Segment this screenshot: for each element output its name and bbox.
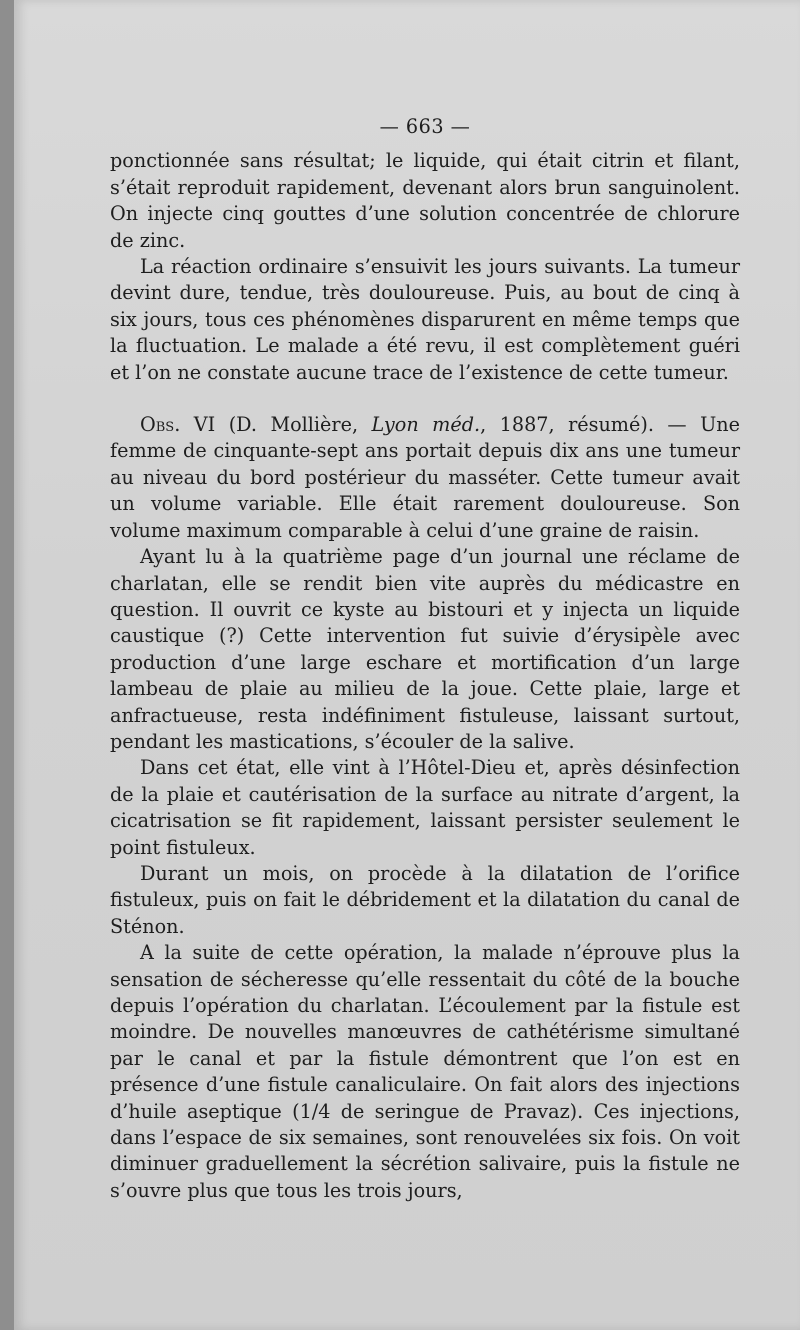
paragraph: A la suite de cette opération, la malade n’éprouve plus la sensation de sécheresse qu’elle ressentait du côté de la bouche depuis l’opération du charlatan. L’écoulement par la fistule est moindre. De nouvelles manœuvres de cathétérisme simultané par le canal et par la fistule démontrent que l’on est en présence d’une fistule canaliculaire. On fait alors des injections d’huile aseptique (1/4 de seringue de Pravaz). Ces injections, dans l’espace de six semaines, sont renouvelées six fois. On voit diminuer graduellement la sécrétion salivaire, puis la fistule ne s’ouvre plus que tous les trois jours,: [110, 941, 740, 1202]
observation-label: Obs. VI: [140, 413, 216, 437]
observation-journal: Lyon méd.: [371, 413, 481, 437]
observation-citation-tail: , 1887, résumé).: [480, 413, 654, 437]
scanned-page: [14, 0, 800, 1330]
paragraph: ponctionnée sans résultat; le liquide, qui était citrin et filant, s’était reproduit rapidement, devenant alors brun sanguinolent. On injecte cinq gouttes d’une solution concentrée de chlorure de zinc.: [110, 149, 740, 252]
paragraph: La réaction ordinaire s’ensuivit les jours suivants. La tumeur devint dure, tendue, très douloureuse. Puis, au bout de cinq à six jours, tous ces phénomènes disparurent en même temps que la fluctuation. Le malade a été revu, il est complètement guéri et l’on ne constate aucune trace de l’existence de cette tumeur.: [110, 255, 740, 384]
observation-author: (D. Mollière,: [228, 413, 359, 437]
paragraph: Durant un mois, on procède à la dilatation de l’orifice fistuleux, puis on fait le débridement et la dilatation du canal de Sténon.: [110, 861, 740, 938]
body-text: [110, 114, 740, 1204]
paragraph: Dans cet état, elle vint à l’Hôtel-Dieu et, après désinfection de la plaie et cautérisation de la surface au nitrate d’argent, la cicatrisation se fit rapidement, laissant persister seulement le point fistuleux.: [110, 756, 740, 859]
observation-text: — Une femme de cinquante-sept ans portait depuis dix ans une tumeur au niveau du bord postérieur du masséter. Cette tumeur avait un volume variable. Elle était rarement douloureuse. Son volume maximum comparable à celui d’une graine de raisin.: [110, 413, 740, 542]
page-number: — 663 —: [379, 115, 471, 138]
observation-heading-paragraph: [110, 412, 740, 544]
paragraph: Ayant lu à la quatrième page d’un journal une réclame de charlatan, elle se rendit bien vite auprès du médicastre en question. Il ouvrit ce kyste au bistouri et y injecta un liquide caustique (?) Cette intervention fut suivie d’érysipèle avec production d’une large eschare et mortification d’un large lambeau de plaie au milieu de la joue. Cette plaie, large et anfractueuse, resta indéfiniment fistuleuse, laissant surtout, pendant les mastications, s’écouler de la salive.: [110, 545, 740, 753]
